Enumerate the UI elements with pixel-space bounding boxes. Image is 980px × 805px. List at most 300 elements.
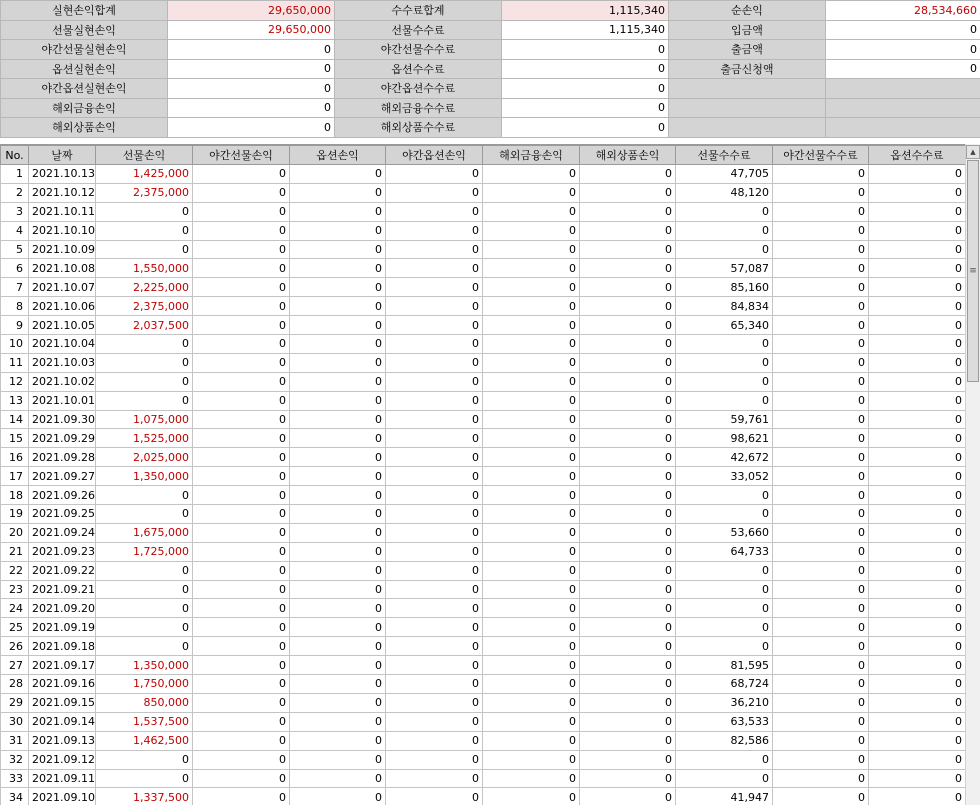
row-number: 26 (1, 637, 29, 656)
table-cell: 0 (96, 240, 193, 259)
table-cell: 0 (869, 561, 966, 580)
table-cell: 0 (869, 769, 966, 788)
summary-label: 옵션실현손익 (1, 59, 168, 79)
table-row[interactable] (1, 580, 966, 599)
table-cell: 0 (386, 788, 483, 805)
row-date: 2021.10.03 (29, 353, 96, 372)
summary-value: 0 (168, 79, 335, 99)
summary-label: 선물실현손익 (1, 20, 168, 40)
table-row[interactable] (1, 505, 966, 524)
table-cell: 0 (386, 542, 483, 561)
table-cell: 0 (773, 259, 869, 278)
column-header[interactable]: No. (1, 146, 29, 165)
table-cell: 0 (580, 278, 676, 297)
table-cell: 0 (580, 542, 676, 561)
table-cell: 1,350,000 (96, 656, 193, 675)
table-cell: 0 (773, 637, 869, 656)
table-row[interactable] (1, 429, 966, 448)
row-date: 2021.10.12 (29, 183, 96, 202)
row-date: 2021.10.13 (29, 165, 96, 184)
table-cell: 0 (869, 637, 966, 656)
column-header[interactable]: 선물수수료 (676, 146, 773, 165)
table-cell: 0 (193, 712, 290, 731)
table-cell: 0 (290, 202, 386, 221)
table-row[interactable] (1, 278, 966, 297)
column-header[interactable]: 해외상품손익 (580, 146, 676, 165)
column-header[interactable]: 옵션수수료 (869, 146, 966, 165)
row-number: 2 (1, 183, 29, 202)
table-cell: 48,120 (676, 183, 773, 202)
table-cell: 0 (580, 788, 676, 805)
summary-label: 해외상품손익 (1, 118, 168, 138)
table-cell: 0 (773, 316, 869, 335)
table-cell: 0 (290, 731, 386, 750)
table-cell: 0 (773, 448, 869, 467)
table-cell: 33,052 (676, 467, 773, 486)
table-cell: 0 (869, 542, 966, 561)
table-cell: 0 (580, 448, 676, 467)
row-date: 2021.10.01 (29, 391, 96, 410)
table-row[interactable] (1, 750, 966, 769)
table-cell: 0 (290, 335, 386, 354)
table-cell: 0 (193, 750, 290, 769)
table-row[interactable] (1, 561, 966, 580)
table-cell: 0 (773, 505, 869, 524)
table-cell: 0 (193, 769, 290, 788)
summary-value: 0 (168, 59, 335, 79)
table-cell: 0 (580, 505, 676, 524)
table-row[interactable] (1, 353, 966, 372)
row-number: 21 (1, 542, 29, 561)
table-cell: 0 (290, 278, 386, 297)
table-row[interactable] (1, 297, 966, 316)
table-row[interactable] (1, 335, 966, 354)
table-cell: 2,225,000 (96, 278, 193, 297)
table-cell: 0 (193, 561, 290, 580)
table-cell: 0 (773, 693, 869, 712)
table-cell: 0 (290, 693, 386, 712)
table-cell: 0 (869, 391, 966, 410)
table-cell: 0 (193, 505, 290, 524)
table-cell: 850,000 (96, 693, 193, 712)
table-row[interactable] (1, 542, 966, 561)
row-date: 2021.09.29 (29, 429, 96, 448)
column-header[interactable]: 선물손익 (96, 146, 193, 165)
table-row[interactable] (1, 599, 966, 618)
table-cell: 0 (483, 637, 580, 656)
row-date: 2021.09.13 (29, 731, 96, 750)
grid-header-row (1, 146, 966, 165)
summary-row (1, 40, 980, 60)
row-number: 8 (1, 297, 29, 316)
table-cell: 0 (386, 165, 483, 184)
summary-value: 0 (502, 79, 669, 99)
summary-value: 0 (502, 59, 669, 79)
table-row[interactable] (1, 372, 966, 391)
table-cell: 1,550,000 (96, 259, 193, 278)
table-cell: 0 (483, 221, 580, 240)
row-number: 17 (1, 467, 29, 486)
table-cell: 0 (290, 297, 386, 316)
table-cell: 2,375,000 (96, 183, 193, 202)
table-cell: 0 (869, 297, 966, 316)
table-row[interactable] (1, 656, 966, 675)
table-row[interactable] (1, 221, 966, 240)
table-cell: 84,834 (676, 297, 773, 316)
table-cell: 0 (386, 467, 483, 486)
table-cell: 0 (869, 335, 966, 354)
row-date: 2021.09.27 (29, 467, 96, 486)
row-date: 2021.09.12 (29, 750, 96, 769)
table-cell: 1,075,000 (96, 410, 193, 429)
table-cell: 0 (483, 580, 580, 599)
summary-row (1, 98, 980, 118)
table-row[interactable] (1, 410, 966, 429)
table-cell: 0 (290, 372, 386, 391)
table-cell: 0 (580, 580, 676, 599)
table-cell: 1,537,500 (96, 712, 193, 731)
table-cell: 0 (193, 448, 290, 467)
summary-label: 옵션수수료 (335, 59, 502, 79)
summary-label: 수수료합계 (335, 1, 502, 21)
table-cell: 0 (386, 335, 483, 354)
table-cell: 2,375,000 (96, 297, 193, 316)
table-cell: 0 (676, 221, 773, 240)
table-cell: 0 (869, 429, 966, 448)
table-cell: 81,595 (676, 656, 773, 675)
row-number: 22 (1, 561, 29, 580)
table-row[interactable] (1, 712, 966, 731)
table-cell: 0 (96, 505, 193, 524)
table-cell: 0 (290, 656, 386, 675)
table-cell: 1,462,500 (96, 731, 193, 750)
table-cell: 0 (580, 316, 676, 335)
row-number: 4 (1, 221, 29, 240)
table-cell: 0 (386, 656, 483, 675)
table-cell: 0 (193, 599, 290, 618)
table-cell: 0 (580, 675, 676, 694)
table-cell: 0 (290, 429, 386, 448)
summary-empty-cell (669, 79, 826, 99)
table-cell: 0 (580, 769, 676, 788)
table-cell: 0 (386, 675, 483, 694)
table-row[interactable] (1, 675, 966, 694)
table-cell: 0 (290, 675, 386, 694)
table-cell: 0 (290, 467, 386, 486)
column-header[interactable]: 야간선물손익 (193, 146, 290, 165)
table-cell: 0 (773, 656, 869, 675)
table-cell: 0 (676, 240, 773, 259)
daily-pnl-grid[interactable] (0, 144, 965, 805)
table-cell: 0 (580, 750, 676, 769)
table-cell: 0 (676, 372, 773, 391)
table-cell: 0 (193, 240, 290, 259)
summary-label: 야간선물수수료 (335, 40, 502, 60)
table-cell: 0 (773, 429, 869, 448)
table-cell: 0 (290, 523, 386, 542)
table-row[interactable] (1, 637, 966, 656)
table-cell: 0 (773, 750, 869, 769)
row-date: 2021.09.21 (29, 580, 96, 599)
table-row[interactable] (1, 618, 966, 637)
table-cell: 0 (193, 278, 290, 297)
table-cell: 0 (580, 221, 676, 240)
table-cell: 0 (580, 410, 676, 429)
table-cell: 0 (386, 448, 483, 467)
table-cell: 0 (773, 221, 869, 240)
table-cell: 0 (580, 599, 676, 618)
table-cell: 0 (773, 353, 869, 372)
summary-value: 29,650,000 (168, 1, 335, 21)
table-cell: 0 (193, 618, 290, 637)
table-cell: 36,210 (676, 693, 773, 712)
table-row[interactable] (1, 202, 966, 221)
table-cell: 0 (483, 542, 580, 561)
table-cell: 0 (483, 788, 580, 805)
table-cell: 0 (676, 769, 773, 788)
table-cell: 0 (773, 240, 869, 259)
row-number: 30 (1, 712, 29, 731)
table-cell: 0 (290, 316, 386, 335)
row-number: 10 (1, 335, 29, 354)
table-cell: 1,750,000 (96, 675, 193, 694)
table-row[interactable] (1, 259, 966, 278)
summary-empty-cell (669, 118, 826, 138)
table-cell: 0 (869, 599, 966, 618)
table-cell: 0 (773, 769, 869, 788)
scroll-thumb[interactable] (967, 160, 979, 382)
row-number: 34 (1, 788, 29, 805)
summary-value: 0 (826, 40, 980, 60)
table-cell: 0 (483, 712, 580, 731)
table-cell: 0 (96, 372, 193, 391)
table-cell: 0 (290, 353, 386, 372)
table-cell: 0 (676, 637, 773, 656)
table-row[interactable] (1, 769, 966, 788)
row-number: 23 (1, 580, 29, 599)
table-cell: 0 (869, 618, 966, 637)
table-cell: 0 (96, 618, 193, 637)
table-row[interactable] (1, 486, 966, 505)
table-cell: 0 (483, 391, 580, 410)
row-number: 5 (1, 240, 29, 259)
summary-value: 1,115,340 (502, 20, 669, 40)
table-cell: 0 (483, 486, 580, 505)
row-date: 2021.10.07 (29, 278, 96, 297)
table-cell: 0 (580, 486, 676, 505)
table-cell: 0 (483, 467, 580, 486)
summary-value: 0 (502, 98, 669, 118)
table-cell: 0 (483, 731, 580, 750)
table-row[interactable] (1, 240, 966, 259)
table-cell: 0 (869, 788, 966, 805)
table-cell: 63,533 (676, 712, 773, 731)
table-cell: 59,761 (676, 410, 773, 429)
table-cell: 0 (193, 353, 290, 372)
column-header[interactable]: 날짜 (29, 146, 96, 165)
table-cell: 0 (773, 335, 869, 354)
table-row[interactable] (1, 316, 966, 335)
table-cell: 0 (676, 618, 773, 637)
table-cell: 0 (290, 750, 386, 769)
table-cell: 0 (386, 297, 483, 316)
summary-label: 야간선물실현손익 (1, 40, 168, 60)
table-cell: 0 (676, 580, 773, 599)
row-number: 20 (1, 523, 29, 542)
row-date: 2021.10.06 (29, 297, 96, 316)
summary-value: 28,534,660 (826, 1, 980, 21)
table-cell: 0 (386, 523, 483, 542)
table-cell: 0 (483, 429, 580, 448)
column-header[interactable]: 해외금융손익 (483, 146, 580, 165)
table-cell: 0 (483, 316, 580, 335)
table-cell: 0 (773, 561, 869, 580)
row-number: 9 (1, 316, 29, 335)
table-cell: 0 (483, 448, 580, 467)
row-number: 28 (1, 675, 29, 694)
summary-label: 실현손익합계 (1, 1, 168, 21)
summary-value: 0 (168, 40, 335, 60)
table-cell: 0 (193, 788, 290, 805)
table-cell: 0 (290, 788, 386, 805)
table-cell: 0 (193, 165, 290, 184)
table-cell: 57,087 (676, 259, 773, 278)
summary-empty-cell (826, 79, 980, 99)
scroll-up-arrow-icon[interactable]: ▲ (966, 145, 980, 159)
table-cell: 0 (290, 221, 386, 240)
table-cell: 2,025,000 (96, 448, 193, 467)
table-cell: 0 (869, 486, 966, 505)
table-cell: 0 (290, 259, 386, 278)
table-cell: 0 (483, 372, 580, 391)
table-cell: 0 (580, 656, 676, 675)
table-cell: 0 (483, 561, 580, 580)
summary-empty-cell (826, 98, 980, 118)
table-cell: 0 (290, 486, 386, 505)
table-cell: 0 (869, 165, 966, 184)
table-row[interactable] (1, 165, 966, 184)
row-number: 14 (1, 410, 29, 429)
table-cell: 0 (580, 429, 676, 448)
table-row[interactable] (1, 731, 966, 750)
table-row[interactable] (1, 467, 966, 486)
table-cell: 1,350,000 (96, 467, 193, 486)
table-cell: 0 (386, 637, 483, 656)
table-cell: 0 (290, 240, 386, 259)
table-cell: 0 (869, 750, 966, 769)
grip-lines-icon: ≡ (969, 266, 977, 276)
table-cell: 1,525,000 (96, 429, 193, 448)
table-cell: 0 (96, 637, 193, 656)
table-cell: 2,037,500 (96, 316, 193, 335)
table-cell: 0 (483, 335, 580, 354)
table-cell: 0 (869, 240, 966, 259)
table-cell: 0 (386, 316, 483, 335)
summary-label: 순손익 (669, 1, 826, 21)
table-cell: 0 (580, 712, 676, 731)
row-date: 2021.09.10 (29, 788, 96, 805)
table-cell: 0 (193, 221, 290, 240)
summary-value: 0 (502, 40, 669, 60)
table-cell: 0 (580, 523, 676, 542)
table-cell: 65,340 (676, 316, 773, 335)
table-cell: 0 (580, 467, 676, 486)
table-cell: 0 (580, 183, 676, 202)
table-cell: 0 (483, 599, 580, 618)
table-cell: 0 (386, 599, 483, 618)
row-date: 2021.10.02 (29, 372, 96, 391)
row-date: 2021.09.14 (29, 712, 96, 731)
table-cell: 0 (290, 410, 386, 429)
table-cell: 0 (193, 372, 290, 391)
table-row[interactable] (1, 183, 966, 202)
table-cell: 0 (869, 410, 966, 429)
summary-label: 해외금융손익 (1, 98, 168, 118)
table-cell: 0 (290, 637, 386, 656)
table-cell: 0 (483, 769, 580, 788)
table-cell: 0 (483, 675, 580, 694)
table-cell: 0 (869, 523, 966, 542)
table-row[interactable] (1, 391, 966, 410)
table-cell: 0 (386, 221, 483, 240)
table-cell: 0 (869, 259, 966, 278)
table-cell: 0 (290, 505, 386, 524)
summary-row (1, 1, 980, 21)
column-header[interactable]: 옵션손익 (290, 146, 386, 165)
column-header[interactable]: 야간선물수수료 (773, 146, 869, 165)
row-number: 33 (1, 769, 29, 788)
table-row[interactable] (1, 693, 966, 712)
table-cell: 0 (193, 580, 290, 599)
table-cell: 0 (483, 183, 580, 202)
table-row[interactable] (1, 448, 966, 467)
table-cell: 0 (386, 410, 483, 429)
table-cell: 0 (386, 372, 483, 391)
column-header[interactable]: 야간옵션손익 (386, 146, 483, 165)
table-cell: 0 (676, 599, 773, 618)
table-cell: 0 (386, 505, 483, 524)
row-number: 18 (1, 486, 29, 505)
table-cell: 0 (580, 391, 676, 410)
row-number: 25 (1, 618, 29, 637)
table-cell: 41,947 (676, 788, 773, 805)
table-cell: 0 (386, 712, 483, 731)
summary-label: 선물수수료 (335, 20, 502, 40)
summary-value: 1,115,340 (502, 1, 669, 21)
table-cell: 0 (193, 202, 290, 221)
summary-value: 0 (502, 118, 669, 138)
table-cell: 0 (676, 486, 773, 505)
table-cell: 0 (193, 523, 290, 542)
table-row[interactable] (1, 523, 966, 542)
summary-value: 29,650,000 (168, 20, 335, 40)
table-cell: 0 (290, 165, 386, 184)
table-cell: 0 (483, 618, 580, 637)
table-cell: 0 (773, 278, 869, 297)
summary-label: 출금액 (669, 40, 826, 60)
row-number: 19 (1, 505, 29, 524)
table-cell: 0 (483, 505, 580, 524)
table-row[interactable] (1, 788, 966, 805)
summary-row (1, 118, 980, 138)
summary-empty-cell (669, 98, 826, 118)
row-date: 2021.09.24 (29, 523, 96, 542)
table-cell: 0 (869, 467, 966, 486)
table-cell: 0 (580, 561, 676, 580)
table-cell: 0 (869, 656, 966, 675)
vertical-scrollbar[interactable] (965, 144, 980, 805)
table-cell: 0 (483, 278, 580, 297)
